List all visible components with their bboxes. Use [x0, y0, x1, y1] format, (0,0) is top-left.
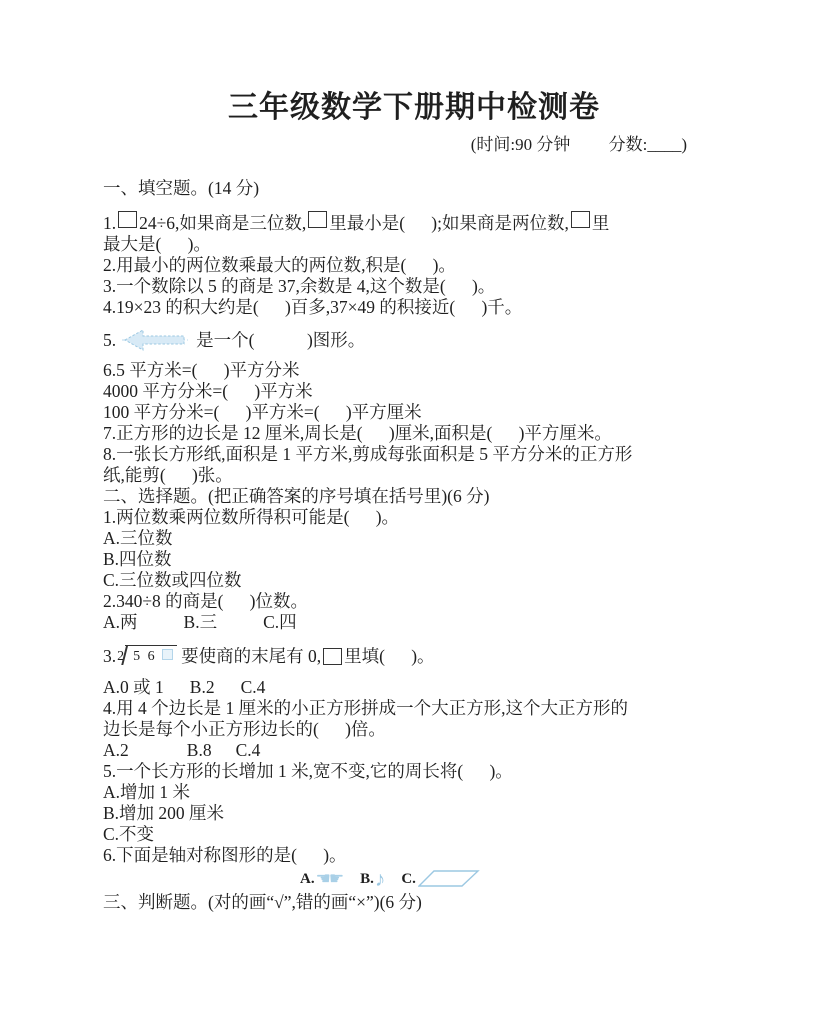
- s2-q6-label-a: A.: [300, 870, 315, 887]
- blank-box: [118, 211, 137, 228]
- s2-q2-option-b: B.三: [183, 612, 218, 632]
- left-arrow-symmetry-icon: [122, 326, 188, 354]
- q3-text2: 里填( )。: [344, 645, 435, 666]
- s2-q4-line1: 4.用 4 个边长是 1 厘米的小正方形拼成一个大正方形,这个大正方形的: [103, 698, 628, 718]
- s1-q1-line1: [103, 211, 725, 234]
- s2-q4-option-b: B.8: [186, 740, 212, 760]
- section1-heading: 一、填空题。(14 分): [103, 178, 260, 198]
- s2-q3-option-a: A.0 或 1: [103, 677, 164, 697]
- s2-q2: 2.340÷8 的商是( )位数。: [103, 591, 309, 611]
- q5-text: 是一个( )图形。: [196, 329, 366, 350]
- s2-q6-label-b: B.: [360, 870, 374, 887]
- time-score-line: (时间:90 分钟 分数:____): [470, 135, 687, 154]
- s1-q1-line2: 最大是( )。: [103, 234, 211, 254]
- s1-q6-line2: 4000 平方分米=( )平方米: [103, 381, 313, 401]
- s1-q7: 7.正方形的边长是 12 厘米,周长是( )厘米,面积是( )平方厘米。: [103, 423, 612, 443]
- s2-q4-option-c: C.4: [235, 740, 261, 760]
- blank-box: [571, 211, 590, 228]
- q1-number: 1.: [103, 213, 117, 233]
- long-division-figure: [117, 645, 177, 667]
- s2-q2-option-a: A.两: [103, 612, 138, 632]
- blank-box: [308, 211, 327, 228]
- division-dividend-bracket: [125, 645, 177, 665]
- s2-q5-option-c: C.不变: [103, 824, 155, 844]
- page-title: 三年级数学下册期中检测卷: [228, 91, 600, 124]
- s2-q4-option-a: A.2: [103, 740, 129, 760]
- section2-heading: 二、选择题。(把正确答案的序号填在括号里)(6 分): [103, 486, 490, 506]
- s1-q5: [103, 324, 725, 356]
- s1-q2: 2.用最小的两位数乘最大的两位数,积是( )。: [103, 255, 456, 275]
- s2-q6-label-c: C.: [401, 870, 416, 887]
- q3-number: 3.: [103, 645, 117, 666]
- division-dividend: 5 6: [133, 649, 157, 664]
- s2-q5-option-b: B.增加 200 厘米: [103, 803, 225, 823]
- section3-heading: 三、判断题。(对的画“√”,错的画“×”)(6 分): [103, 892, 422, 912]
- s2-q3-option-b: B.2: [189, 677, 215, 697]
- music-note-icon: ♪: [374, 867, 386, 891]
- s2-q1-option-c: C.三位数或四位数: [103, 570, 242, 590]
- q1-part1: 24÷6,如果商是三位数,: [139, 213, 307, 233]
- s1-q6-line3: 100 平方分米=( )平方米=( )平方厘米: [103, 402, 422, 422]
- s2-q4-line2: 边长是每个小正方形边长的( )倍。: [103, 719, 386, 739]
- blank-box: [323, 648, 342, 665]
- blank-box-blue: [162, 649, 173, 660]
- s1-q6-line1: 6.5 平方米=( )平方分米: [103, 360, 300, 380]
- q1-part2: 里最小是( );如果商是两位数,: [329, 213, 569, 233]
- s2-q6: 6.下面是轴对称图形的是( )。: [103, 845, 347, 865]
- s2-q3: [103, 641, 725, 671]
- s1-q4: 4.19×23 的积大约是( )百多,37×49 的积接近( )千。: [103, 297, 523, 317]
- s2-q1-option-b: B.四位数: [103, 549, 172, 569]
- s2-q1-option-a: A.三位数: [103, 528, 173, 548]
- s1-q8-line1: 8.一张长方形纸,面积是 1 平方米,剪成每张面积是 5 平方分米的正方形: [103, 444, 633, 464]
- s2-q2-options: [103, 612, 725, 633]
- s2-q6-options: [300, 866, 725, 892]
- s2-q5: 5.一个长方形的长增加 1 米,宽不变,它的周长将( )。: [103, 761, 513, 781]
- q5-number: 5.: [103, 329, 117, 350]
- q3-text1: 要使商的末尾有 0,: [181, 645, 322, 666]
- s2-q4-options: [103, 740, 725, 761]
- s2-q3-option-c: C.4: [240, 677, 266, 697]
- division-divisor: 2: [117, 649, 125, 664]
- s1-q8-line2: 纸,能剪( )张。: [103, 465, 233, 485]
- s2-q5-option-a: A.增加 1 米: [103, 782, 191, 802]
- pointing-hands-icon: ☚☛: [315, 869, 343, 888]
- s2-q3-options: [103, 677, 725, 698]
- s2-q1: 1.两位数乘两位数所得积可能是( )。: [103, 507, 400, 527]
- q1-part3: 里: [591, 213, 610, 233]
- s2-q2-option-c: C.四: [263, 612, 297, 632]
- s1-q3: 3.一个数除以 5 的商是 37,余数是 4,这个数是( )。: [103, 276, 496, 296]
- parallelogram-icon: [418, 869, 480, 889]
